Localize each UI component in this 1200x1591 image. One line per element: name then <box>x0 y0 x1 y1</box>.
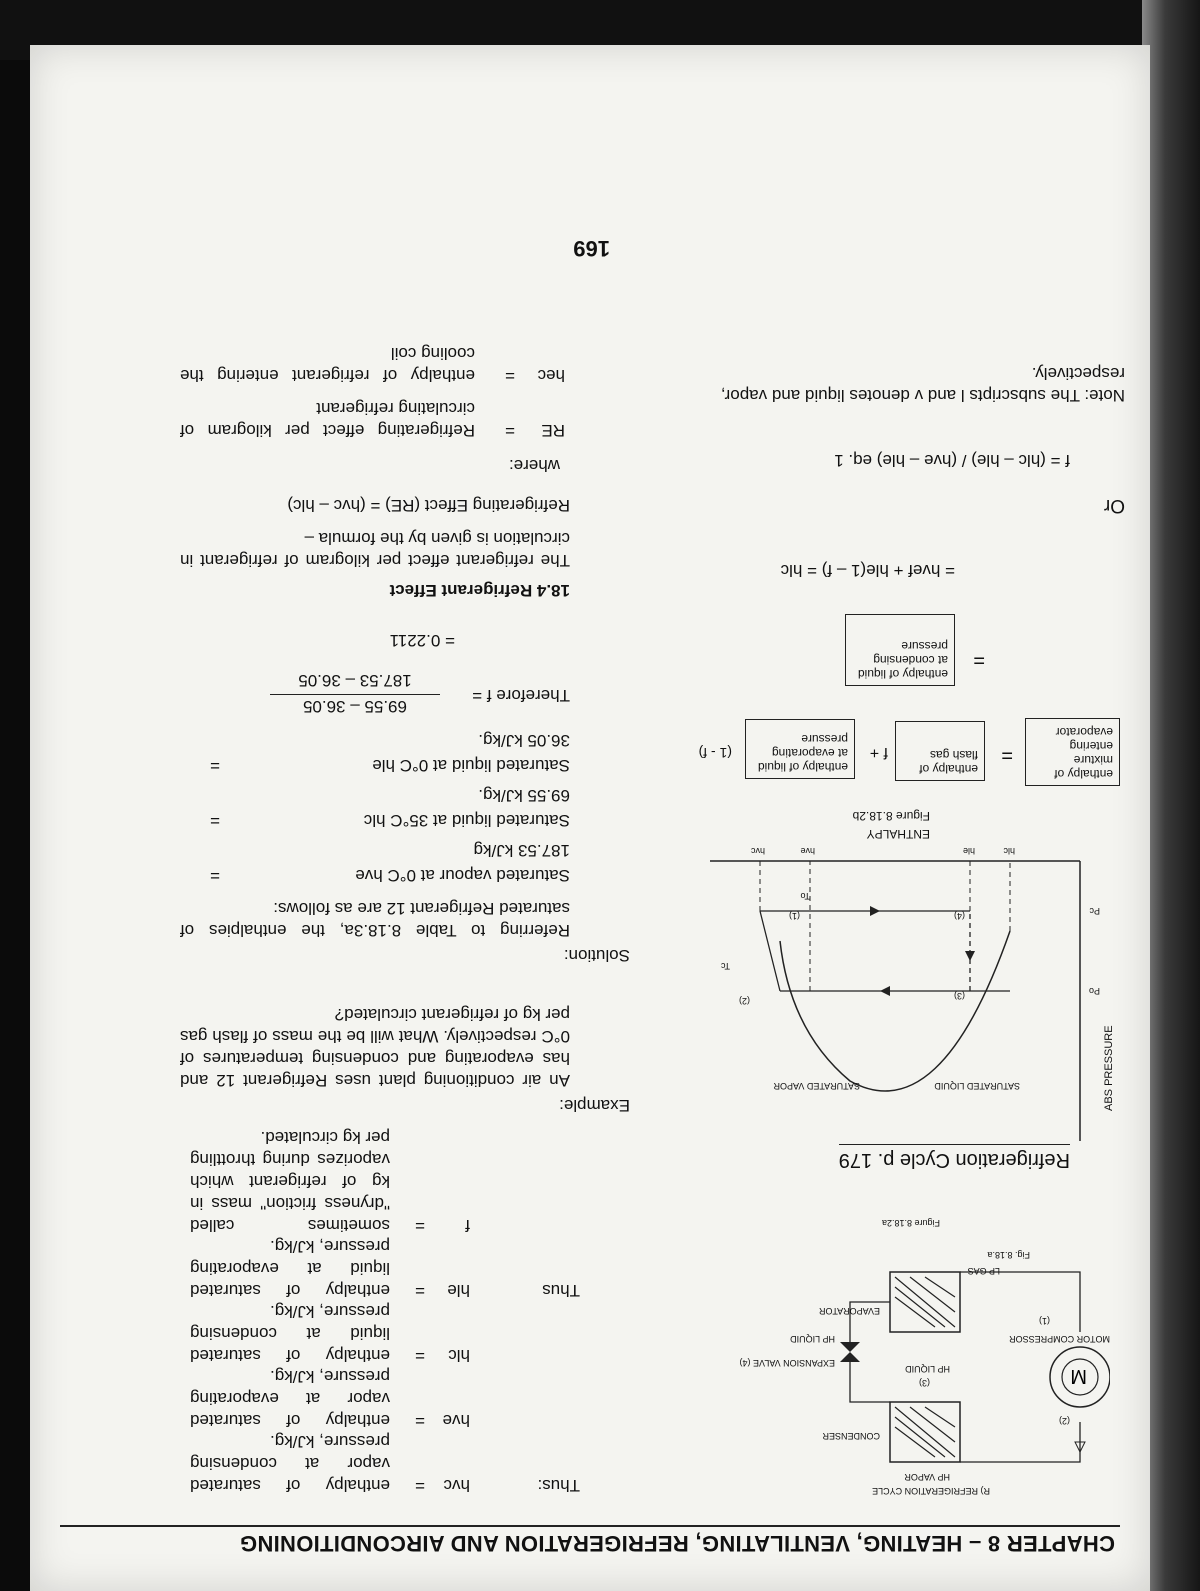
solution-label: Solution: <box>563 946 630 965</box>
fig-a-caption: Figure 8.18.2a <box>881 1218 940 1228</box>
page-number: 169 <box>573 236 610 261</box>
box-mixture: enthalpy of mixture entering evaporator <box>1025 718 1120 786</box>
fig-b-caption: Figure 8.18.2b <box>852 809 930 823</box>
f-equation: f = (hlc – hle) / (hve – hle) eq. 1 <box>834 451 1070 470</box>
sat-liquid-0-line: Saturated liquid at 0°C hle <box>372 756 570 775</box>
refrigeration-schematic <box>680 1142 1110 1482</box>
sat-vapour-eq: = <box>210 866 220 885</box>
figure-8-18-2a <box>680 1126 1110 1496</box>
def-hve <box>190 1367 580 1431</box>
re-eq: = <box>505 421 515 440</box>
hvc-label: hvc <box>750 846 765 856</box>
hvc-eq: = <box>415 1476 425 1495</box>
or-label: Or <box>1103 495 1125 516</box>
hp-vapor-label: HP VAPOR <box>904 1472 950 1482</box>
hle-eq: = <box>415 1281 425 1300</box>
sat-liquid-35-value: 69.55 kJ/kg. <box>478 786 570 805</box>
hvc-symbol: hvc <box>443 1476 470 1495</box>
f-symbol: f <box>465 1216 470 1235</box>
subscript-note: Note: The subscripts l and v denotes liquid and vapor, respectively. <box>720 364 1125 405</box>
pc-label: Pc <box>1089 906 1100 916</box>
example-label: Example: <box>559 1096 630 1115</box>
example-text: An air conditioning plant uses Refrigerant 12 and has evaporating and condensing temperatures of 0°C respectively. What will be the mass of flash gas per kg of refrigerant circulated? <box>180 1005 570 1090</box>
def-hec <box>180 316 575 386</box>
lp-gas-label: LP GAS <box>967 1266 1000 1276</box>
hve-label: hve <box>800 846 815 856</box>
ph-diagram <box>680 841 1110 1141</box>
hle-text: enthalpy of saturated liquid at evaporating pressure, kJ/kg. <box>190 1237 390 1300</box>
sat-liquid-label: SATURATED LIQUID <box>934 1081 1020 1091</box>
evaporator-label: EVAPORATOR <box>818 1306 880 1316</box>
point-3-label: (3) <box>919 1378 930 1388</box>
hlc-eq: = <box>415 1346 425 1365</box>
x-axis-label: ENTHALPY <box>866 827 930 841</box>
hlc-text: enthalpy of saturated liquid at condensing pressure, kJ/kg. <box>190 1302 390 1365</box>
po-label: Po <box>1088 986 1100 996</box>
header-rule <box>60 1525 1120 1527</box>
hlc-label: hlc <box>1003 846 1015 856</box>
point-2-label: (2) <box>1059 1416 1070 1426</box>
expansion-valve-label: EXPANSION VALVE (4) <box>739 1358 835 1368</box>
sat-liquid-35-line: Saturated liquid at 35°C hlc <box>363 811 570 830</box>
hve-symbol: hve <box>442 1411 470 1430</box>
f-text: sometimes called "dryness friction" mass in kg of refrigerant which vaporizes during throttling per kg circulated. <box>190 1128 390 1235</box>
fig-ref-label: Fig. 8.18.a <box>987 1250 1030 1260</box>
point-1-label: (1) <box>1039 1316 1050 1326</box>
hec-symbol: hec <box>537 366 565 385</box>
hec-eq: = <box>505 366 515 385</box>
hp-liquid-label: HP LIQUID <box>905 1364 950 1374</box>
tc-label: Tc <box>721 961 730 971</box>
where-label: where: <box>508 456 560 475</box>
fig-a-title: R) REFRIGERATION CYCLE <box>872 1486 990 1496</box>
hle-label: hle <box>962 846 975 856</box>
to-label: To <box>800 891 810 901</box>
hp-liquid2-label: HP LIQUID <box>790 1334 835 1344</box>
motor-icon: M <box>1070 1365 1087 1387</box>
enthalpy-balance-eq: = hvef + hle(1 – f) = hlc <box>780 561 955 580</box>
box-f-plus: f + <box>869 744 888 761</box>
box-eq2: = <box>973 649 985 671</box>
hlc-symbol: hlc <box>448 1346 470 1365</box>
p4-label: (4) <box>954 911 965 921</box>
def-re <box>180 391 575 441</box>
box-liquid-evap: enthalpy of liquid at evaporating pressure <box>745 719 855 779</box>
scan-book-spine-shadow <box>1142 0 1200 1591</box>
hec-text: enthalpy of refrigerant entering the cooling coil <box>180 344 475 385</box>
box-one-minus-f: (1 - f) <box>698 745 732 761</box>
hve-eq: = <box>415 1411 425 1430</box>
sat-vapor-label: SATURATED VAPOR <box>773 1081 860 1091</box>
therefore-label: Therefore f = <box>472 686 570 705</box>
def-f <box>190 1128 580 1236</box>
f-eq: = <box>415 1216 425 1235</box>
re-symbol: RE <box>541 421 565 440</box>
re-equation: Refrigerating Effect (RE) = (hvc – hlc) <box>287 496 570 515</box>
figure-8-18-2b <box>680 809 1115 1171</box>
re-text: Refrigerating effect per kilogram of circulating refrigerant <box>180 399 475 440</box>
section-paragraph: The refrigerant effect per kilogram of refrigerant in circulation is given by the formula – <box>180 529 570 570</box>
condenser-label: CONDENSER <box>822 1431 880 1441</box>
hve-text: enthalpy of saturated vapor at evaporating pressure, kJ/kg. <box>190 1367 390 1430</box>
sat-vapour-value: 187.53 kJ/kg <box>473 841 570 860</box>
f-result: = 0.2211 <box>389 631 455 650</box>
sat-liquid-0-value: 36.05 kJ/kg. <box>478 731 570 750</box>
fraction-denominator: 187.53 – 36.05 <box>298 671 412 690</box>
def-hvc <box>190 1432 580 1496</box>
box-liquid-cond: enthalpy of liquid at condensing pressure <box>845 614 955 686</box>
sat-liquid-35-eq: = <box>210 811 220 830</box>
p2-label: (2) <box>739 996 750 1006</box>
fraction-numerator: 69.55 – 36.05 <box>270 694 440 717</box>
box-flash-gas: enthalpy of flash gas <box>895 721 985 781</box>
def-hlc <box>190 1302 580 1366</box>
sat-vapour-line: Saturated vapour at 0°C hve <box>355 866 570 885</box>
hle-symbol: hle <box>447 1281 470 1300</box>
fig-b-title: Refrigeration Cycle p. 179 <box>839 1144 1070 1171</box>
thus2-label: Thus <box>542 1281 580 1300</box>
solution-intro: Referring to Table 8.18.3a, the enthalpies of saturated Refrigerant 12 are as follows: <box>180 899 570 940</box>
chapter-header: CHAPTER 8 – HEATING, VENTILATING, REFRIGERATION AND AIRCONDITIONING <box>239 1531 1115 1556</box>
p3-label: (3) <box>954 991 965 1001</box>
book-page-rotated <box>30 45 1150 1591</box>
hvc-text: enthalpy of saturated vapor at condensing pressure, kJ/kg. <box>190 1432 390 1495</box>
p1-label: (1) <box>789 911 800 921</box>
def-hle <box>190 1237 580 1301</box>
box-eq1: = <box>1001 744 1013 766</box>
motor-compressor-label: MOTOR COMPRESSOR <box>1009 1334 1110 1344</box>
section-heading: 18.4 Refrigerant Effect <box>389 581 570 600</box>
sat-liquid-0-eq: = <box>210 756 220 775</box>
y-axis-label: ABS PRESSURE <box>1103 1025 1115 1111</box>
thus-label: Thus: <box>537 1476 580 1495</box>
